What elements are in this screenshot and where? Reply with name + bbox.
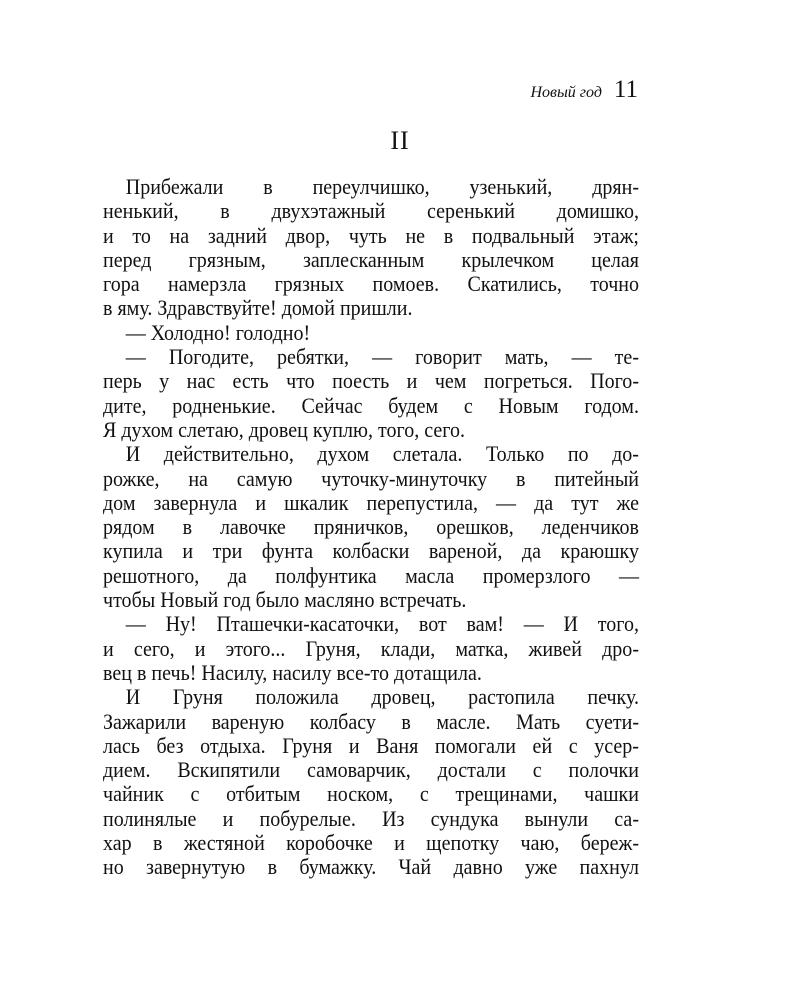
text-line: полинялые и побурелые. Из сундука вынули са- — [103, 805, 639, 831]
text-line: дом завернула и шкалик перепустила, — да тут же — [103, 489, 639, 515]
text-line: хар в жестяной коробочке и щепотку чаю, береж- — [103, 830, 639, 856]
text-line: Прибежали в переулчишко, узенький, дрян- — [125, 174, 639, 199]
text-line: купила и три фунта колбаски вареной, да краюшку — [103, 538, 639, 564]
text-line: дите, родненькие. Сейчас будем с Новым годом. — [103, 392, 639, 418]
text-line: рожке, на самую чуточку-минуточку в питейный — [103, 465, 639, 491]
text-line: — Ну! Пташечки-касаточки, вот вам! — И того, — [125, 611, 639, 637]
text-line: Зажарили вареную колбасу в масле. Мать суети- — [103, 708, 639, 734]
text-line: рядом в лавочке пряничков, орешков, леденчиков — [103, 514, 639, 540]
text-line: Я духом слетаю, дровец куплю, того, сего. — [103, 416, 465, 442]
chapter-heading: II — [390, 126, 410, 155]
text-line: вец в печь! Насилу, насилу все-то дотащила. — [103, 659, 482, 685]
text-line: и то на задний двор, чуть не в подвальный этаж; — [103, 222, 639, 248]
body-text — [103, 175, 639, 880]
text-line: — Погодите, ребятки, — говорит мать, — те- — [125, 344, 639, 370]
running-head-title: Новый год — [530, 84, 602, 101]
running-head — [530, 76, 638, 104]
text-line: гора намерзла грязных помоев. Скатились, точно — [103, 271, 639, 297]
text-line: дием. Вскипятили самоварчик, достали с полочки — [103, 757, 639, 783]
text-line: лась без отдыха. Груня и Ваня помогали ей с усер- — [103, 732, 639, 758]
text-line: И действительно, духом слетала. Только по до- — [125, 441, 639, 467]
page-number: 11 — [613, 76, 638, 103]
text-line: И Груня положила дровец, растопила печку. — [125, 684, 639, 710]
text-line: перед грязным, заплесканным крылечком целая — [103, 246, 639, 272]
text-line: и сего, и этого... Груня, клади, матка, живей дро- — [103, 635, 639, 661]
text-line: чтобы Новый год было масляно встречать. — [103, 587, 467, 613]
text-line: — Холодно! голодно! — [125, 319, 311, 345]
text-line: решотного, да полфунтика масла промерзлого — — [103, 562, 639, 588]
text-line: в яму. Здравствуйте! домой пришли. — [103, 295, 413, 321]
text-line: ненький, в двухэтажный серенький домишко, — [103, 198, 639, 224]
text-line: чайник с отбитым носком, с трещинами, чашки — [103, 781, 639, 807]
text-line: но завернутую в бумажку. Чай давно уже пахнул — [103, 854, 639, 880]
text-line: перь у нас есть что поесть и чем погреться. Пого- — [103, 368, 639, 394]
